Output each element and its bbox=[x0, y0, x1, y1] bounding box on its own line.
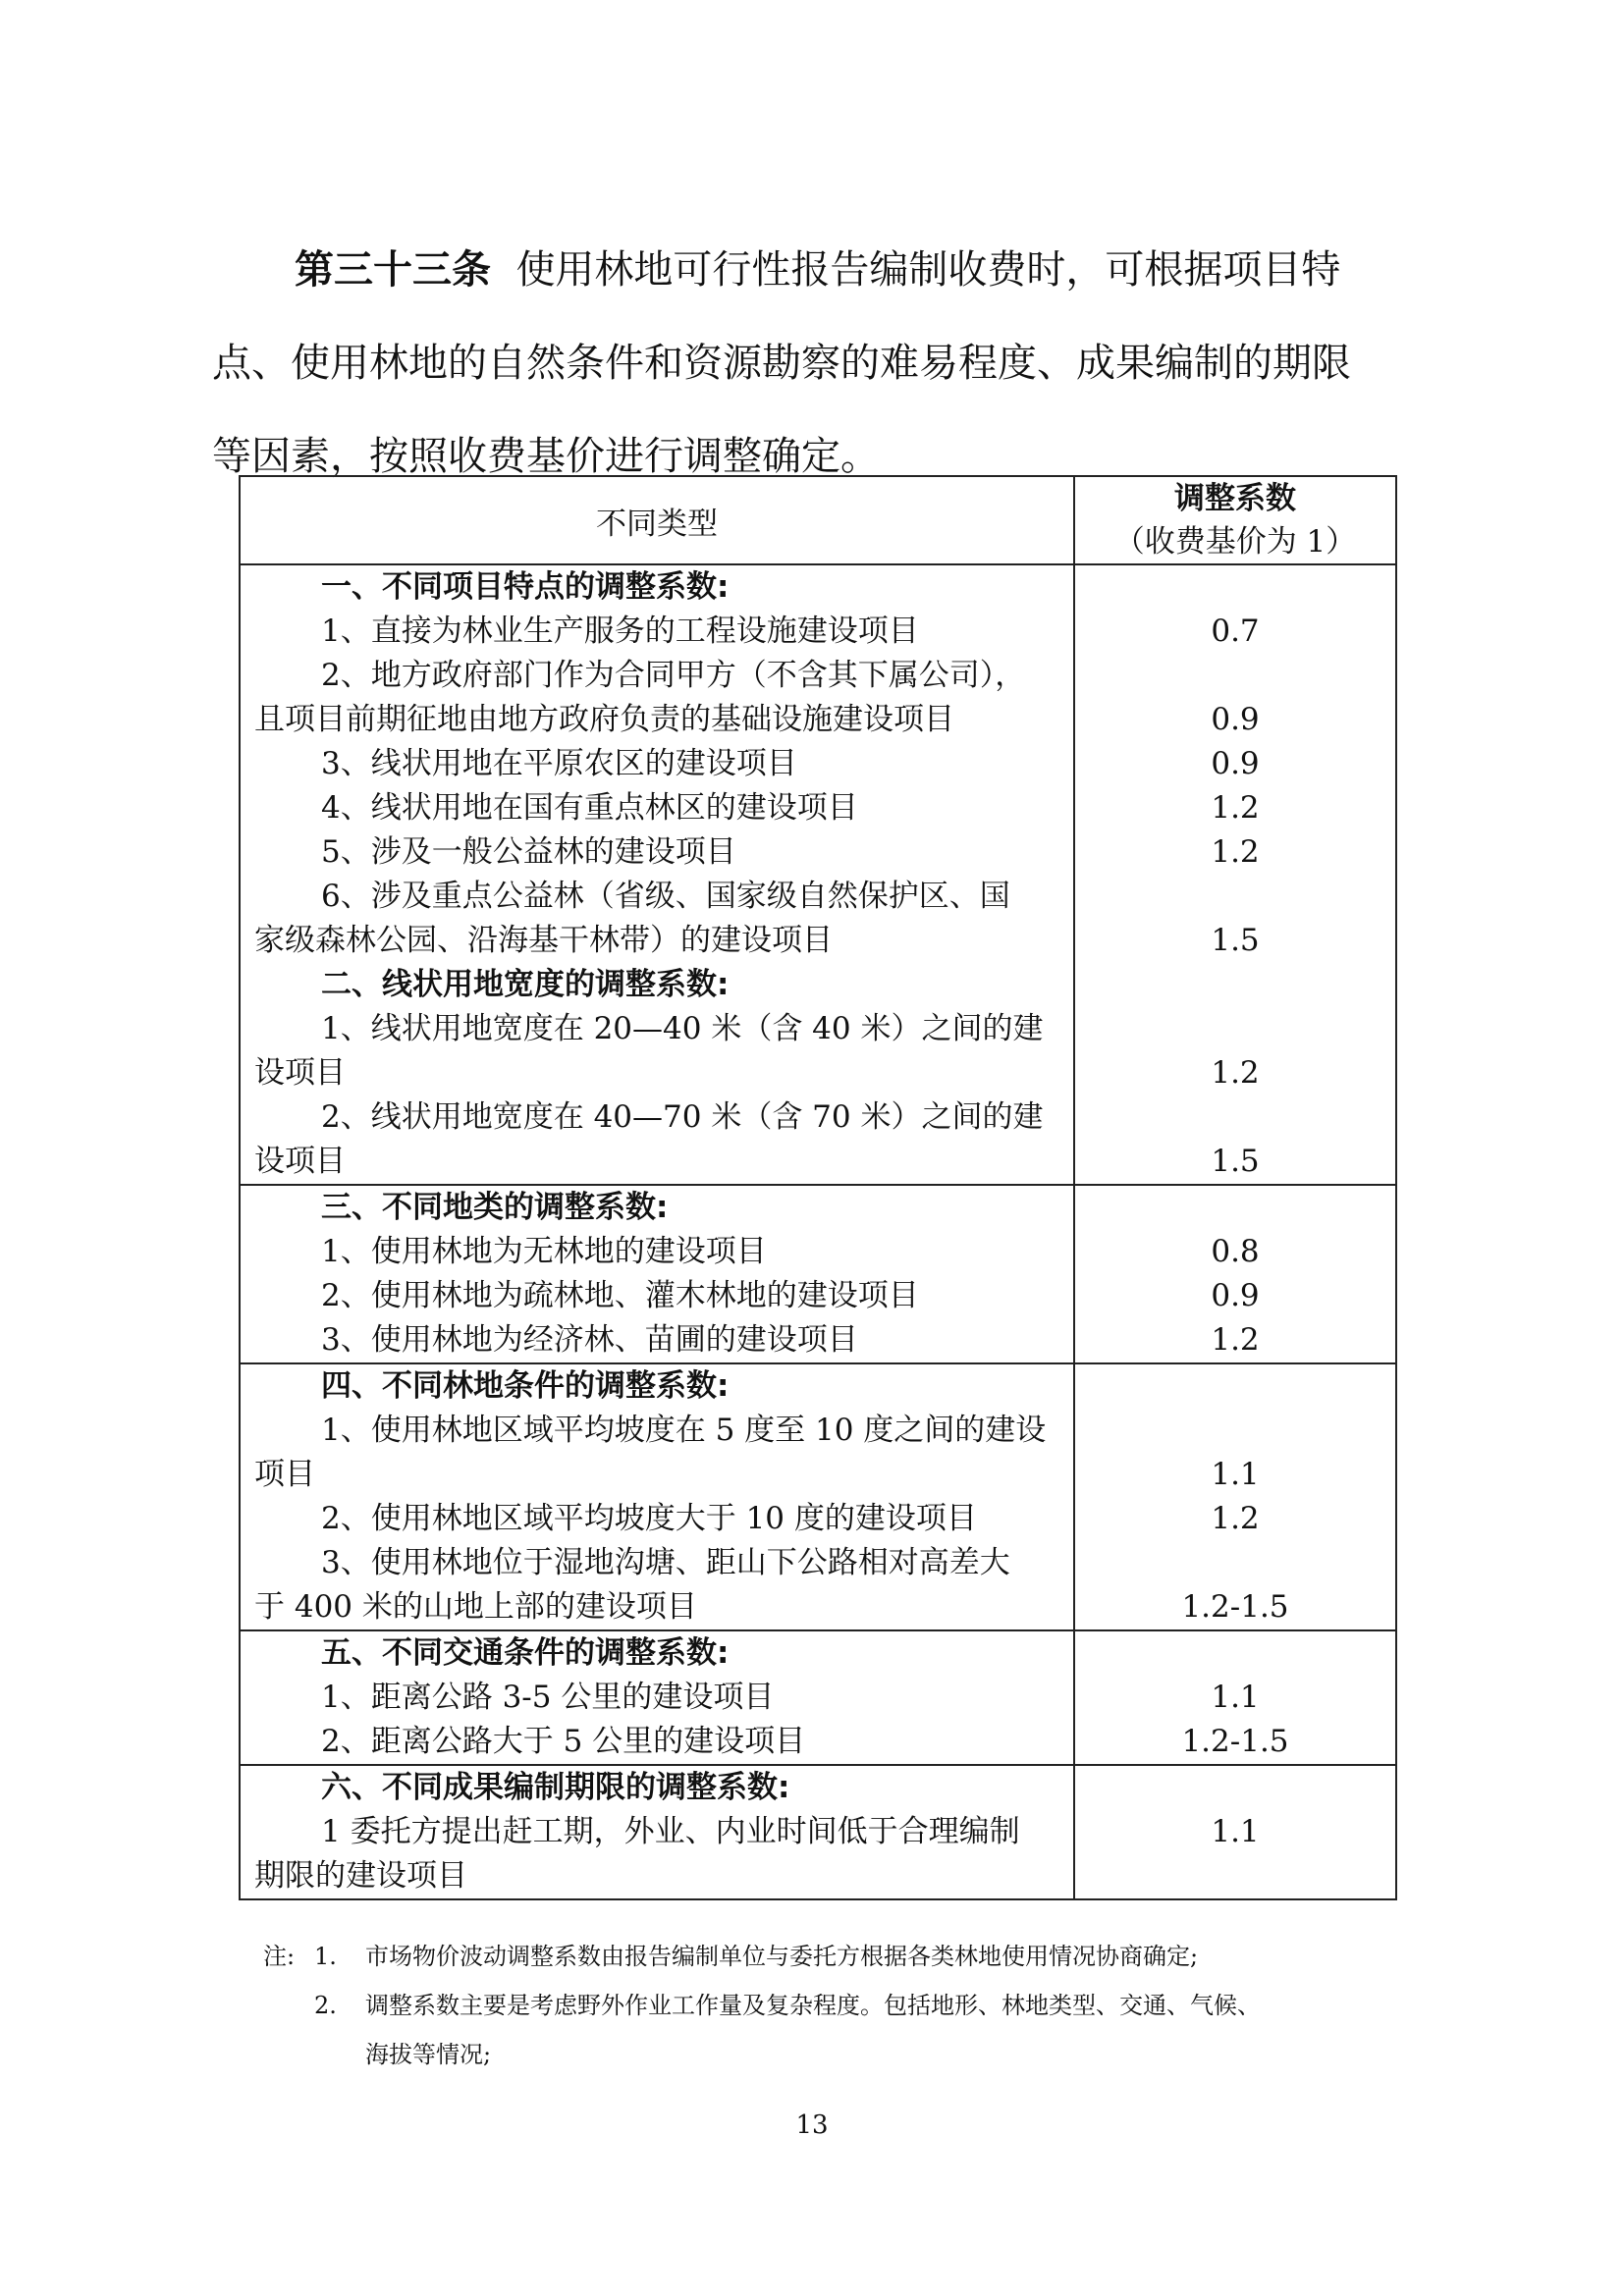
coefficient-value: 0.9 bbox=[1211, 746, 1260, 781]
item-line: 5、涉及一般公益林的建设项目 bbox=[321, 834, 736, 870]
note-1 bbox=[263, 1932, 1412, 1981]
coefficient-value: 1.2 bbox=[1211, 834, 1260, 870]
coefficient-value bbox=[1075, 1854, 1395, 1898]
section-heading: 四、不同林地条件的调整系数: bbox=[321, 1368, 730, 1404]
notes bbox=[263, 1932, 1412, 2079]
table-group bbox=[240, 1363, 1396, 1630]
table-body bbox=[240, 564, 1396, 1899]
section-heading: 一、不同项目特点的调整系数: bbox=[321, 569, 730, 605]
item-line: 3、线状用地在平原农区的建设项目 bbox=[321, 746, 797, 781]
item-line: 1、距离公路 3-5 公里的建设项目 bbox=[321, 1680, 775, 1715]
coefficient-value: 1.2-1.5 bbox=[1181, 1589, 1289, 1625]
paragraph-line-3: 等因素，按照收费基价进行调整确定。 bbox=[212, 434, 880, 479]
coefficient-value bbox=[1075, 654, 1395, 698]
coefficient-value: 1.2 bbox=[1211, 1501, 1260, 1536]
coefficient-value bbox=[1075, 1095, 1395, 1140]
note-label: 注: bbox=[263, 1943, 296, 1970]
paragraph-line-1 bbox=[212, 224, 1410, 317]
item-line: 1、使用林地为无林地的建设项目 bbox=[321, 1234, 767, 1269]
coefficient-value: 1.2 bbox=[1211, 1055, 1260, 1091]
section-heading: 三、不同地类的调整系数: bbox=[321, 1190, 669, 1225]
coefficient-value bbox=[1075, 1541, 1395, 1585]
item-line: 2、线状用地宽度在 40—70 米（含 70 米）之间的建 bbox=[321, 1099, 1044, 1135]
coefficient-value: 0.9 bbox=[1211, 702, 1260, 737]
type-cell bbox=[240, 1765, 1074, 1899]
coefficient-cell bbox=[1074, 1630, 1396, 1765]
coefficient-value: 0.8 bbox=[1211, 1234, 1260, 1269]
item-line: 期限的建设项目 bbox=[254, 1858, 467, 1894]
paragraph-text: 使用林地可行性报告编制收费时，可根据项目特 bbox=[515, 247, 1341, 293]
table-group bbox=[240, 564, 1396, 1185]
coefficient-value bbox=[1075, 1007, 1395, 1051]
coefficient-cell bbox=[1074, 1363, 1396, 1630]
coefficient-value: 0.9 bbox=[1211, 1278, 1260, 1313]
coefficient-value bbox=[1075, 1766, 1395, 1810]
coefficient-value bbox=[1075, 565, 1395, 610]
header-coef-note: （收费基价为 1） bbox=[1113, 524, 1357, 560]
item-line: 4、线状用地在国有重点林区的建设项目 bbox=[321, 790, 858, 826]
item-line: 设项目 bbox=[254, 1055, 346, 1091]
section-heading: 二、线状用地宽度的调整系数: bbox=[321, 967, 730, 1002]
note-text: 市场物价波动调整系数由报告编制单位与委托方根据各类林地使用情况协商确定; bbox=[365, 1943, 1199, 1970]
coefficient-value: 1.1 bbox=[1211, 1680, 1260, 1715]
item-line: 2、地方政府部门作为合同甲方（不含其下属公司）， bbox=[321, 658, 1026, 693]
adjustment-coefficient-table bbox=[239, 475, 1397, 1900]
coefficient-cell bbox=[1074, 564, 1396, 1185]
coefficient-value: 1.1 bbox=[1211, 1457, 1260, 1492]
article-number: 第三十三条 bbox=[295, 247, 491, 293]
table-group bbox=[240, 1630, 1396, 1765]
coefficient-value bbox=[1075, 875, 1395, 919]
coefficient-value bbox=[1075, 1409, 1395, 1453]
coefficient-value bbox=[1075, 963, 1395, 1007]
section-heading: 六、不同成果编制期限的调整系数: bbox=[321, 1770, 790, 1805]
table-group bbox=[240, 1185, 1396, 1363]
table-group bbox=[240, 1765, 1396, 1899]
coefficient-value: 1.2-1.5 bbox=[1181, 1724, 1289, 1759]
type-cell bbox=[240, 1185, 1074, 1363]
note-2 bbox=[263, 1981, 1412, 2030]
header-coef-title: 调整系数 bbox=[1174, 481, 1296, 516]
coefficient-value bbox=[1075, 1364, 1395, 1409]
note-2-continuation: 海拔等情况; bbox=[365, 2041, 492, 2068]
type-cell bbox=[240, 1630, 1074, 1765]
item-line: 1 委托方提出赶工期，外业、内业时间低于合理编制 bbox=[321, 1814, 1020, 1849]
item-line: 于 400 米的山地上部的建设项目 bbox=[254, 1589, 697, 1625]
coefficient-cell bbox=[1074, 1185, 1396, 1363]
item-line: 6、涉及重点公益林（省级、国家级自然保护区、国 bbox=[321, 879, 1010, 914]
header-type: 不同类型 bbox=[240, 476, 1074, 564]
item-line: 2、距离公路大于 5 公里的建设项目 bbox=[321, 1724, 806, 1759]
note-text: 调整系数主要是考虑野外作业工作量及复杂程度。包括地形、林地类型、交通、气候、 bbox=[365, 1992, 1261, 2019]
coefficient-value: 1.2 bbox=[1211, 1322, 1260, 1358]
type-cell bbox=[240, 1363, 1074, 1630]
coefficient-value: 1.1 bbox=[1211, 1814, 1260, 1849]
coefficient-cell bbox=[1074, 1765, 1396, 1899]
coefficient-value: 0.7 bbox=[1211, 614, 1260, 649]
coefficient-value bbox=[1075, 1186, 1395, 1230]
item-line: 家级森林公园、沿海基干林带）的建设项目 bbox=[254, 923, 833, 958]
item-line: 3、使用林地为经济林、苗圃的建设项目 bbox=[321, 1322, 858, 1358]
item-line: 2、使用林地为疏林地、灌木林地的建设项目 bbox=[321, 1278, 919, 1313]
item-line: 项目 bbox=[254, 1457, 315, 1492]
coefficient-value: 1.5 bbox=[1211, 923, 1260, 958]
note-number: 1. bbox=[314, 1943, 337, 1970]
article-paragraph bbox=[212, 224, 1410, 504]
item-line: 1、线状用地宽度在 20—40 米（含 40 米）之间的建 bbox=[321, 1011, 1044, 1046]
paragraph-line-2: 点、使用林地的自然条件和资源勘察的难易程度、成果编制的期限 bbox=[212, 341, 1351, 386]
coefficient-value bbox=[1075, 1631, 1395, 1676]
item-line: 设项目 bbox=[254, 1144, 346, 1179]
coefficient-value: 1.5 bbox=[1211, 1144, 1260, 1179]
item-line: 1、直接为林业生产服务的工程设施建设项目 bbox=[321, 614, 919, 649]
section-heading: 五、不同交通条件的调整系数: bbox=[321, 1635, 730, 1671]
item-line: 且项目前期征地由地方政府负责的基础设施建设项目 bbox=[254, 702, 954, 737]
coefficient-value: 1.2 bbox=[1211, 790, 1260, 826]
note-number: 2. bbox=[314, 1992, 337, 2019]
type-cell bbox=[240, 564, 1074, 1185]
item-line: 3、使用林地位于湿地沟塘、距山下公路相对高差大 bbox=[321, 1545, 1010, 1580]
header-coefficient bbox=[1074, 476, 1396, 564]
item-line: 1、使用林地区域平均坡度在 5 度至 10 度之间的建设 bbox=[321, 1413, 1047, 1448]
page-number: 13 bbox=[795, 2110, 829, 2140]
item-line: 2、使用林地区域平均坡度大于 10 度的建设项目 bbox=[321, 1501, 977, 1536]
